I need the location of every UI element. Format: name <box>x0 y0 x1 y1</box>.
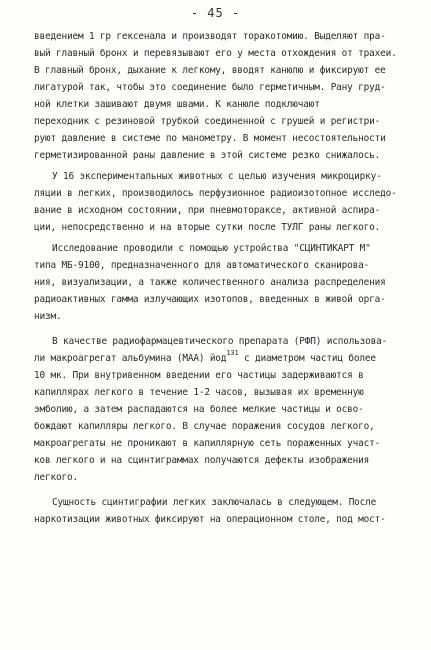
paragraph-4 <box>34 333 412 486</box>
paragraph-1 <box>34 28 412 164</box>
text-line: макроагрегаты не проникают в капиллярную сеть пораженных участ- <box>34 438 381 449</box>
text-line: В качестве радиофармацевтического препарата (РФП) использова- <box>52 336 388 347</box>
text-line: типа МБ-9100, предназначенного для автоматического сканирова- <box>34 260 370 271</box>
text-line: легкого. <box>34 472 78 483</box>
text-line: ции, непосредственно и на вторые сутки после ТУЛГ раны легкого. <box>34 222 381 233</box>
text-line: низм. <box>34 311 62 322</box>
text-line: ков легкого и на сцинтиграммах получаются дефекты изображения <box>34 455 370 466</box>
text-line: руют давление в системе по манометру. В момент несостоятельности <box>34 133 386 144</box>
text-line: ной клетки зашивают двумя швами. К канюле подключают <box>34 99 320 110</box>
text-line: наркотизации животных фиксируют на операционном столе, под мост- <box>34 514 386 525</box>
paragraph-2 <box>34 168 412 236</box>
text-line: Сущность сцинтиграфии легких заключалась в следующем. После <box>52 497 377 508</box>
text-line: Исследование проводили с помощью устройства "СЦИНТИКАРТ М" <box>52 243 371 254</box>
text-line: радиоактивных гамма излучающих изотопов, введенных в живой орга- <box>34 294 386 305</box>
text-line: бождают капилляры легкого. В случае поражения сосудов легкого, <box>34 421 375 432</box>
text-segment: с диаметром частиц более <box>238 353 376 364</box>
text-line-with-superscript <box>34 350 412 367</box>
text-line: ния, визуализации, а также количественного анализа распределения <box>34 277 386 288</box>
text-line: ляции в легких, производилось перфузионное радиоизотопное исследо- <box>34 188 397 199</box>
text-line: 10 мк. При внутривенном введении его частицы задерживаются в <box>34 370 364 381</box>
text-line: герметизированной раны давление в этой системе резко снижалось. <box>34 150 381 161</box>
text-line: введением 1 гр гексенала и производят торакотомию. Выделяют пра- <box>34 31 386 42</box>
body-text <box>34 28 412 528</box>
paragraph-3 <box>34 240 412 325</box>
text-line: лигатурой так, чтобы это соединение было герметичным. Рану груд- <box>34 82 386 93</box>
text-line: У 16 экспериментальных животных с целью изучения микроцирку- <box>52 171 382 182</box>
page-number: - 45 - <box>190 6 241 20</box>
text-line: капиллярах легкого в течение 1-2 часов, вызывая их временную <box>34 387 364 398</box>
text-line: переходник с резиновой трубкой соединенной с грушей и регистри- <box>34 116 381 127</box>
paragraph-5 <box>34 494 412 528</box>
text-line: вый главный бронх и перевязывают его у места отхождения от трахеи. <box>34 48 397 59</box>
text-line: В главный бронх, дыхание к легкому, вводят канюлю и фиксируют ее <box>34 65 386 76</box>
text-line: эмболию, а затем распадаются на более мелкие частицы и осво- <box>34 404 364 415</box>
isotope-superscript: 131 <box>226 350 239 357</box>
text-segment: ли макроагрегат альбумина (МАА) йод <box>34 353 227 364</box>
text-line: вание в исходном состоянии, при пневмотораксе, активной аспира- <box>34 205 381 216</box>
